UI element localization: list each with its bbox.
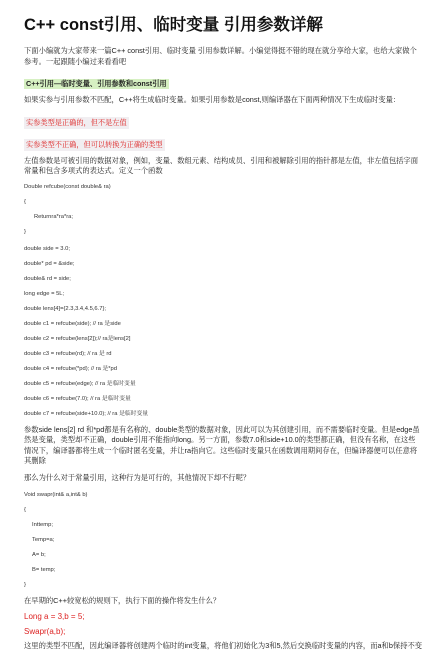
code-line: double c5 = refcube(edge); // ra 是临时变量 xyxy=(24,380,136,387)
code-line: double side = 3.0; xyxy=(24,245,70,252)
code-block-swapr xyxy=(24,491,420,589)
code-line: Double refcube(const double& ra) xyxy=(24,183,111,190)
code-line: double& rd = side; xyxy=(24,275,71,282)
paragraph-explanation: 参数side lens[2] rd 和*pd都是有名称的、double类型的数据对象，因此可以为其创建引用，而不需要临时变量。但是edge虽然是变量，类型却不正确，double引用不能指向long。另一方面，参数7.0和side+10.0的类型都正确，但没有名称，在这些情况下，编译器都将生成一个临时匿名变量，并让ra指向它。这些临时变量只在函数调用期间存在，但编译器便可以任意将其删除 xyxy=(24,424,420,465)
code-line: double c4 = refcube(*pd); // ra 是*pd xyxy=(24,365,117,372)
code-line: } xyxy=(24,228,26,235)
case-lvalue-note: 实参类型是正确的，但不是左值 xyxy=(26,117,127,127)
code-line: Void swapr(int& a,int& b) xyxy=(24,492,88,498)
code-line: double c1 = refcube(side); // ra 是side xyxy=(24,320,121,327)
code-line: double* pd = &side; xyxy=(24,260,75,267)
code-line: double c2 = refcube(lens[2]);// ra是lens[2] xyxy=(24,335,131,342)
case-conversion-note: 实参类型不正确，但可以转换为正确的类型 xyxy=(26,139,163,149)
code-line: double c3 = refcube(rd); // ra 是 rd xyxy=(24,350,112,357)
code-line: { xyxy=(24,198,26,205)
code-block-refcube xyxy=(24,183,420,236)
paragraph-type-mismatch: 这里的类型不匹配，因此编译器将创建两个临时的int变量，将他们初始化为3和5,然后交换临时变量的内容，而a和b保持不变 xyxy=(24,640,423,650)
code-line: long edge = 5L; xyxy=(24,290,65,297)
article xyxy=(24,14,423,651)
code-line: Temp=a; xyxy=(32,537,55,543)
code-line: double c7 = refcube(side+10.0); // ra 是临时变量 xyxy=(24,410,149,417)
code-line: Returnra*ra*ra; xyxy=(34,213,73,220)
paragraph-lvalue: 左值参数是可被引用的数据对象，例如，变量、数组元素、结构成员、引用和被解除引用的指针都是左值，非左值包括字面常量和包含多项式的表达式。定义一个函数 xyxy=(24,155,419,175)
paragraph-question: 那么为什么对于常量引用，这种行为是可行的，其他情况下却不行呢？ xyxy=(24,472,251,482)
code-line: } xyxy=(24,582,26,588)
code-block-calls xyxy=(24,245,420,418)
code-line: Inttemp; xyxy=(32,522,53,528)
code-red-call: Swapr(a,b); xyxy=(24,626,66,636)
paragraph-early-rules: 在早期的C++较宽松的规则下，执行下面的操作将发生什么？ xyxy=(24,596,221,605)
intro-paragraph: 下面小编就为大家带来一篇C++ const引用、临时变量 引用参数详解。小编觉得挺不错的现在就分享给大家，也给大家做个参考。一起跟随小编过来看看吧 xyxy=(24,46,417,66)
code-line: B= temp; xyxy=(32,567,56,573)
code-red-declaration: Long a = 3,b = 5; xyxy=(24,611,85,621)
code-line: double c6 = refcube(7.0); // ra 是临时变量 xyxy=(24,395,131,402)
code-line: { xyxy=(24,507,26,513)
page-title: C++ const引用、临时变量 引用参数详解 xyxy=(24,16,323,34)
code-line: A= b; xyxy=(32,552,46,558)
paragraph-temp-vars: 如果实参与引用参数不匹配，C++将生成临时变量。如果引用参数是const,则编译器在下面两种情况下生成临时变量： xyxy=(24,95,401,104)
code-line: double lens[4]={2.3,3.4,4.5,6.7}; xyxy=(24,305,107,312)
section-heading: C++引用—临时变量、引用参数和const引用 xyxy=(26,79,167,88)
